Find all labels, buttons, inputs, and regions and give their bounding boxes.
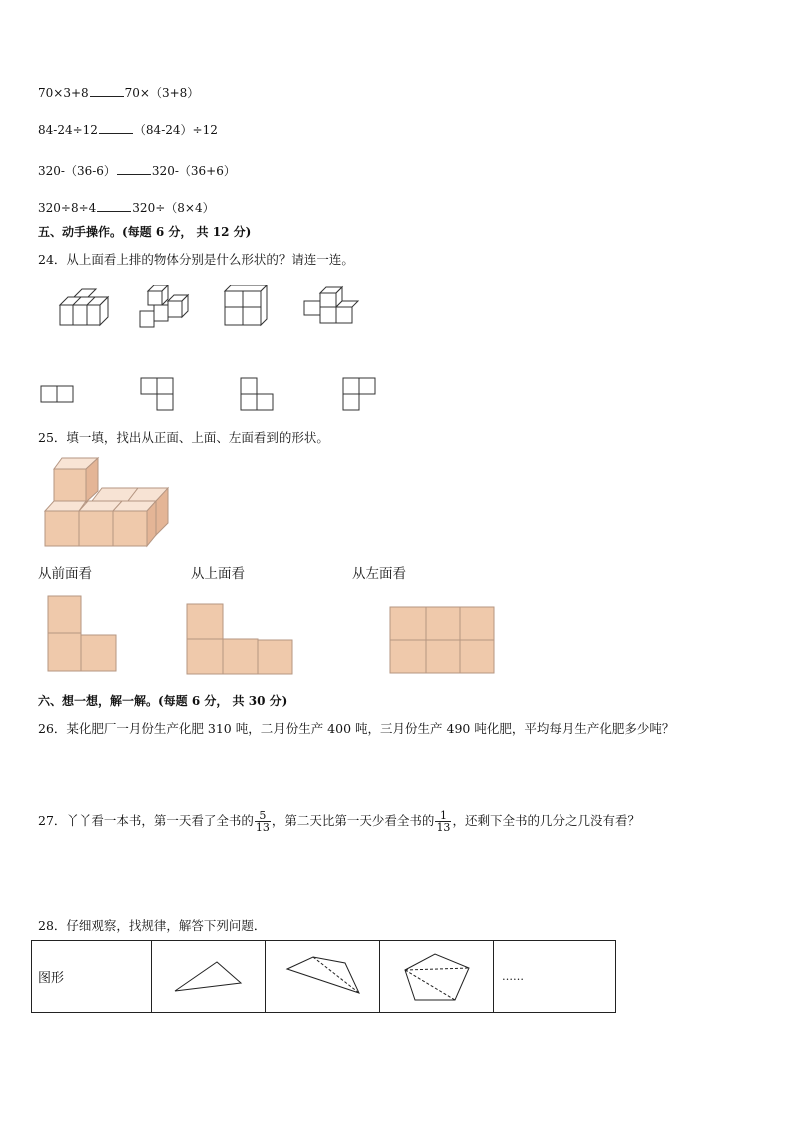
object-1-cubes: [60, 289, 108, 325]
left-view-shape: [388, 605, 498, 677]
view-left-label: 从左面看: [352, 566, 406, 582]
shape-a: [41, 386, 73, 402]
compare-line-1: [38, 84, 199, 101]
question-25: 25．填一填，找出从正面、上面、左面看到的形状。: [38, 430, 329, 445]
view-top-label: 从上面看: [191, 566, 245, 582]
row-header: 图形: [32, 941, 152, 1013]
q27-part3: ，还剩下全书的几分之几没有看？: [452, 813, 640, 828]
pentagon-figure: [397, 950, 477, 1004]
cell-quadrilateral: [266, 941, 380, 1013]
section-5-title: 五、动手操作。(每题 6 分， 共 12 分): [38, 225, 252, 239]
triangle-figure: [169, 957, 249, 997]
cell-ellipsis: [494, 941, 616, 1013]
compare-line-3: [38, 162, 236, 179]
q27-part2: ，第二天比第一天少看全书的: [271, 813, 435, 828]
table-row: [32, 941, 616, 1013]
fraction-5-13: [255, 810, 271, 833]
question-24: 24．从上面看上排的物体分别是什么形状的？请连一连。: [38, 252, 354, 267]
compare-line-4: [38, 199, 215, 216]
fraction-denominator: 13: [436, 821, 451, 834]
section-6-title: 六、想一想，解一解。(每题 6 分， 共 30 分): [38, 694, 288, 708]
fraction-numerator: 5: [255, 810, 271, 822]
question-28: 28．仔细观察，找规律，解答下列问题．: [38, 918, 267, 933]
answer-blank[interactable]: [97, 201, 131, 212]
question-27: [38, 810, 640, 833]
object-3-cubes: [225, 285, 267, 325]
fraction-1-13: [435, 810, 451, 833]
shape-c: [241, 378, 273, 410]
answer-blank[interactable]: [90, 86, 124, 97]
quadrilateral-figure: [283, 955, 363, 999]
compare-left: 320-（36-6）: [38, 164, 116, 178]
q24-shapes: [38, 376, 383, 414]
ellipsis-text: ……: [502, 970, 524, 983]
answer-blank[interactable]: [117, 164, 151, 175]
q24-objects: [50, 285, 370, 335]
compare-right: 320÷（8×4）: [132, 201, 215, 215]
cell-triangle: [152, 941, 266, 1013]
q25-solid-figure: [42, 455, 174, 550]
compare-right: 320-（36+6）: [151, 164, 236, 178]
fraction-numerator: 1: [435, 810, 451, 822]
compare-line-2: [38, 121, 218, 138]
shape-d: [343, 378, 375, 410]
compare-right: （84-24）÷12: [133, 123, 218, 137]
compare-left: 320÷8÷4: [38, 201, 97, 215]
question-26: 26．某化肥厂一月份生产化肥 310 吨，二月份生产 400 吨，三月份生产 490 吨化肥，平均每月生产化肥多少吨？: [38, 721, 675, 736]
shape-b: [141, 378, 173, 410]
pattern-table: [31, 940, 616, 1013]
answer-blank[interactable]: [99, 123, 133, 134]
object-2-cubes: [140, 285, 188, 327]
front-view-shape: [46, 594, 121, 674]
view-front-label: 从前面看: [38, 566, 92, 582]
top-view-shape: [185, 602, 295, 677]
fraction-denominator: 13: [255, 821, 270, 834]
compare-left: 84-24÷12: [38, 123, 98, 137]
object-4-cubes: [304, 287, 358, 323]
q27-part1: 27．丫丫看一本书，第一天看了全书的: [38, 813, 254, 828]
compare-left: 70×3+8: [38, 86, 89, 100]
compare-right: 70×（3+8）: [124, 86, 200, 100]
cell-pentagon: [380, 941, 494, 1013]
